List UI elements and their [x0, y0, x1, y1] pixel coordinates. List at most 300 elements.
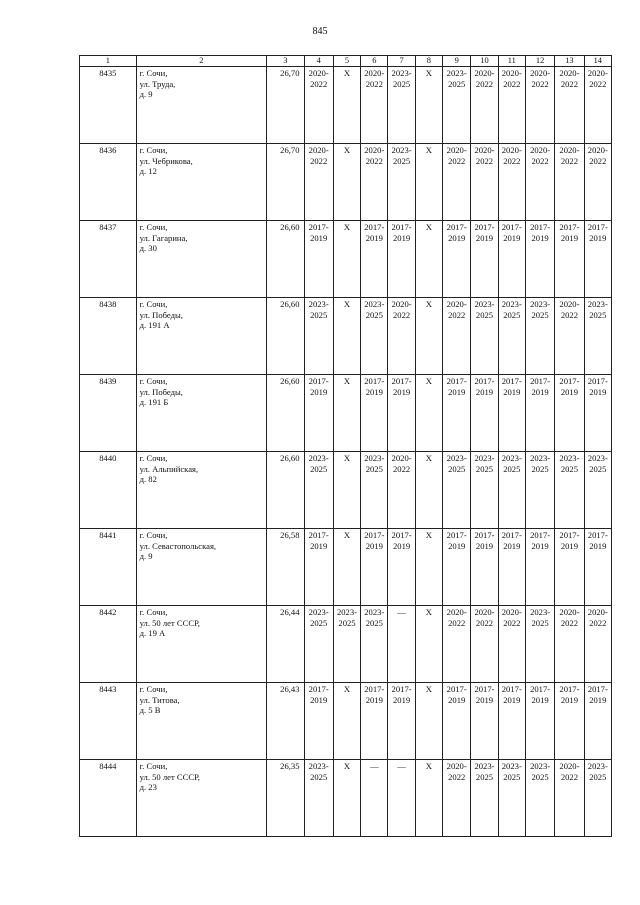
period-text: X — [425, 684, 432, 694]
period-text: 2023- — [559, 453, 580, 463]
period-cell — [361, 529, 388, 606]
period-text: 2019 — [589, 694, 607, 705]
table-row — [80, 67, 612, 144]
period-cell — [471, 683, 498, 760]
period-cell — [555, 375, 584, 452]
period-text: 2017- — [446, 376, 467, 386]
period-cell — [361, 221, 388, 298]
area-cell: 26,60 — [267, 452, 304, 529]
row-number: 8435 — [80, 67, 137, 144]
period-cell — [333, 144, 360, 221]
row-number: 8438 — [80, 298, 137, 375]
period-text: 2025 — [338, 617, 356, 628]
period-text: 2025 — [392, 78, 411, 89]
period-cell — [584, 298, 611, 375]
period-cell — [333, 606, 360, 683]
period-text: 2020- — [446, 145, 467, 155]
address-cell — [136, 375, 266, 452]
period-cell — [471, 452, 498, 529]
period-text: 2017- — [501, 684, 522, 694]
period-text: 2025 — [310, 309, 328, 320]
period-cell — [498, 452, 525, 529]
period-text: 2020- — [559, 299, 580, 309]
period-text: 2017- — [391, 222, 412, 232]
period-text: 2019 — [475, 540, 494, 551]
period-text: 2022 — [589, 78, 607, 89]
period-cell — [471, 760, 498, 837]
address-line: г. Сочи, — [139, 530, 168, 540]
period-text: 2019 — [448, 694, 466, 705]
period-text: 2019 — [531, 540, 549, 551]
period-text: 2025 — [503, 309, 521, 320]
period-cell — [415, 144, 442, 221]
period-text: 2025 — [448, 463, 466, 474]
period-text: 2022 — [560, 771, 579, 782]
period-text: 2019 — [475, 232, 494, 243]
period-text: X — [425, 68, 432, 78]
period-text: 2020- — [446, 299, 467, 309]
period-text: 2020- — [474, 68, 495, 78]
period-text: 2025 — [531, 463, 549, 474]
period-text: 2022 — [503, 78, 521, 89]
column-header: 5 — [333, 56, 360, 67]
period-text: 2019 — [560, 694, 579, 705]
address-cell — [136, 760, 266, 837]
period-cell — [333, 298, 360, 375]
period-text: 2023- — [391, 68, 412, 78]
period-text: 2019 — [448, 386, 466, 397]
column-header: 8 — [415, 56, 442, 67]
table-row — [80, 452, 612, 529]
column-header: 7 — [388, 56, 415, 67]
period-text: 2023- — [446, 68, 467, 78]
period-cell — [415, 221, 442, 298]
period-cell — [388, 683, 415, 760]
area-cell: 26,60 — [267, 298, 304, 375]
period-cell — [304, 144, 333, 221]
period-text: 2025 — [503, 463, 521, 474]
address-line: д. 9 — [139, 551, 153, 562]
period-text: 2022 — [310, 155, 328, 166]
period-cell — [388, 452, 415, 529]
period-cell — [304, 221, 333, 298]
period-text: 2020- — [501, 607, 522, 617]
address-line: г. Сочи, — [139, 376, 168, 386]
period-text: 2017- — [308, 684, 329, 694]
column-header: 2 — [136, 56, 266, 67]
period-text: 2022 — [475, 78, 494, 89]
period-text: 2019 — [503, 386, 521, 397]
period-cell — [525, 221, 554, 298]
period-cell — [304, 298, 333, 375]
period-text: 2017- — [446, 530, 467, 540]
row-number: 8444 — [80, 760, 137, 837]
period-text: 2022 — [448, 617, 466, 628]
table-body — [80, 67, 612, 837]
period-cell — [361, 452, 388, 529]
period-cell — [388, 298, 415, 375]
period-text: 2025 — [310, 771, 328, 782]
period-text: 2017- — [559, 530, 580, 540]
period-text: 2023- — [474, 299, 495, 309]
period-text: X — [343, 222, 351, 232]
period-text: 2025 — [475, 771, 494, 782]
period-text: 2025 — [310, 617, 328, 628]
period-cell — [443, 67, 471, 144]
period-cell — [498, 144, 525, 221]
period-cell — [471, 606, 498, 683]
period-text: 2017- — [474, 222, 495, 232]
period-text: 2017- — [364, 376, 385, 386]
period-text: 2025 — [589, 771, 607, 782]
period-cell — [443, 221, 471, 298]
period-text: 2017- — [364, 530, 385, 540]
period-text: 2022 — [475, 617, 494, 628]
period-text: 2017- — [587, 530, 608, 540]
period-text: 2017- — [559, 222, 580, 232]
period-cell — [415, 452, 442, 529]
period-cell — [555, 683, 584, 760]
table-row — [80, 683, 612, 760]
period-cell — [388, 606, 415, 683]
period-text: 2019 — [560, 386, 579, 397]
address-line: г. Сочи, — [139, 68, 168, 78]
period-text: 2017- — [446, 684, 467, 694]
address-line: г. Сочи, — [139, 684, 168, 694]
period-cell — [471, 375, 498, 452]
period-text: 2020- — [391, 299, 412, 309]
area-cell: 26,44 — [267, 606, 304, 683]
column-header: 10 — [471, 56, 498, 67]
period-text: 2023- — [530, 299, 551, 309]
period-text: 2017- — [474, 530, 495, 540]
period-text: X — [343, 530, 351, 540]
period-text: 2017- — [446, 222, 467, 232]
row-number: 8441 — [80, 529, 137, 606]
period-text: 2017- — [530, 684, 551, 694]
period-cell — [361, 760, 388, 837]
period-cell — [333, 375, 360, 452]
period-text: X — [343, 453, 351, 463]
address-line: г. Сочи, — [139, 222, 168, 232]
period-cell — [304, 452, 333, 529]
period-text: 2017- — [364, 222, 385, 232]
period-text: 2023- — [530, 453, 551, 463]
period-text: 2023- — [364, 299, 385, 309]
column-header: 13 — [555, 56, 584, 67]
period-text: 2019 — [531, 386, 549, 397]
period-text: 2017- — [391, 376, 412, 386]
period-text: 2019 — [475, 694, 494, 705]
period-cell — [443, 375, 471, 452]
address-cell — [136, 529, 266, 606]
period-cell — [498, 375, 525, 452]
address-line: ул. Победы, — [139, 386, 183, 397]
period-text: 2020- — [474, 607, 495, 617]
period-cell — [584, 529, 611, 606]
period-cell — [471, 67, 498, 144]
period-text: 2025 — [531, 771, 549, 782]
period-text: 2023- — [474, 761, 495, 771]
period-cell — [555, 144, 584, 221]
period-cell — [498, 221, 525, 298]
period-text: 2022 — [448, 155, 466, 166]
area-cell: 26,35 — [267, 760, 304, 837]
address-cell — [136, 298, 266, 375]
period-text: 2017- — [474, 684, 495, 694]
period-cell — [471, 529, 498, 606]
period-cell — [333, 760, 360, 837]
period-text: 2019 — [310, 232, 328, 243]
address-cell — [136, 452, 266, 529]
period-text: 2017- — [530, 376, 551, 386]
period-text: — — [397, 761, 406, 771]
period-text: 2017- — [501, 376, 522, 386]
period-text: 2019 — [589, 232, 607, 243]
address-line: д. 5 В — [139, 705, 161, 716]
period-text: 2025 — [531, 617, 549, 628]
period-cell — [555, 529, 584, 606]
period-cell — [443, 606, 471, 683]
address-line: г. Сочи, — [139, 453, 168, 463]
period-cell — [471, 221, 498, 298]
address-line: ул. Гагарина, — [139, 232, 188, 243]
period-text: 2025 — [310, 463, 328, 474]
period-cell — [584, 144, 611, 221]
address-line: д. 191 Б — [139, 397, 169, 408]
period-cell — [584, 221, 611, 298]
period-cell — [304, 606, 333, 683]
period-text: 2019 — [392, 540, 411, 551]
column-header: 4 — [304, 56, 333, 67]
address-line: ул. Труда, — [139, 78, 176, 89]
period-cell — [525, 375, 554, 452]
period-text: 2020- — [559, 761, 580, 771]
period-text: 2023- — [308, 453, 329, 463]
period-text: 2017- — [308, 222, 329, 232]
table-row — [80, 529, 612, 606]
period-text: — — [397, 607, 406, 617]
period-text: 2022 — [503, 155, 521, 166]
period-text: X — [425, 761, 432, 771]
period-text: 2025 — [365, 463, 383, 474]
period-cell — [388, 221, 415, 298]
address-line: д. 191 А — [139, 320, 170, 331]
period-text: X — [425, 607, 432, 617]
period-text: 2022 — [560, 309, 579, 320]
period-text: 2017- — [391, 684, 412, 694]
header-row — [80, 56, 612, 67]
period-text: 2020- — [364, 68, 385, 78]
period-cell — [555, 760, 584, 837]
period-text: 2020- — [446, 761, 467, 771]
period-cell — [415, 375, 442, 452]
period-text: X — [425, 530, 432, 540]
period-text: 2020- — [530, 145, 551, 155]
period-text: 2025 — [475, 463, 494, 474]
address-line: ул. Чебрикова, — [139, 155, 193, 166]
period-cell — [443, 452, 471, 529]
address-line: г. Сочи, — [139, 299, 168, 309]
table-row — [80, 375, 612, 452]
period-cell — [525, 452, 554, 529]
row-number: 8442 — [80, 606, 137, 683]
period-text: 2025 — [475, 309, 494, 320]
column-header: 14 — [584, 56, 611, 67]
table-row — [80, 298, 612, 375]
area-cell: 26,60 — [267, 221, 304, 298]
period-text: 2023- — [501, 299, 522, 309]
period-cell — [443, 298, 471, 375]
period-cell — [333, 221, 360, 298]
period-cell — [361, 606, 388, 683]
period-text: 2023- — [587, 453, 608, 463]
period-text: 2023- — [587, 299, 608, 309]
period-text: X — [343, 684, 351, 694]
period-text: 2023- — [501, 761, 522, 771]
period-text: 2025 — [392, 155, 411, 166]
period-text: 2023- — [364, 607, 385, 617]
column-header: 12 — [525, 56, 554, 67]
period-text: 2019 — [475, 386, 494, 397]
period-text: 2017- — [530, 222, 551, 232]
row-number: 8436 — [80, 144, 137, 221]
address-line: д. 19 А — [139, 628, 166, 639]
address-line: г. Сочи, — [139, 145, 168, 155]
period-cell — [498, 298, 525, 375]
period-cell — [525, 760, 554, 837]
period-text: 2020- — [308, 145, 329, 155]
column-header: 11 — [498, 56, 525, 67]
period-text: 2020- — [587, 607, 608, 617]
period-text: 2025 — [503, 771, 521, 782]
period-cell — [361, 144, 388, 221]
address-line: ул. Севастопольская, — [139, 540, 217, 551]
period-cell — [415, 606, 442, 683]
period-text: 2022 — [475, 155, 494, 166]
period-cell — [498, 67, 525, 144]
period-text: X — [425, 222, 432, 232]
period-text: X — [425, 299, 432, 309]
row-number: 8440 — [80, 452, 137, 529]
period-text: 2023- — [587, 761, 608, 771]
period-text: 2019 — [310, 540, 328, 551]
table-row — [80, 221, 612, 298]
address-line: ул. 50 лет СССР, — [139, 617, 200, 628]
period-cell — [415, 298, 442, 375]
period-cell — [333, 452, 360, 529]
period-text: 2020- — [559, 607, 580, 617]
period-text: 2023- — [336, 607, 358, 617]
period-text: X — [343, 376, 351, 386]
address-line: г. Сочи, — [139, 761, 168, 771]
period-text: 2022 — [365, 155, 383, 166]
period-text: 2019 — [365, 694, 383, 705]
period-text: 2020- — [501, 68, 522, 78]
period-text: 2017- — [364, 684, 385, 694]
period-cell — [415, 67, 442, 144]
period-cell — [584, 67, 611, 144]
period-text: 2023- — [501, 453, 522, 463]
column-header: 9 — [443, 56, 471, 67]
row-number: 8439 — [80, 375, 137, 452]
period-text: 2023- — [364, 453, 385, 463]
table-row — [80, 144, 612, 221]
period-text: X — [343, 761, 351, 771]
period-cell — [388, 529, 415, 606]
period-text: 2020- — [501, 145, 522, 155]
period-text: 2019 — [392, 232, 411, 243]
period-cell — [361, 298, 388, 375]
period-cell — [471, 298, 498, 375]
period-text: 2022 — [503, 617, 521, 628]
period-text: 2017- — [501, 530, 522, 540]
period-text: 2022 — [448, 309, 466, 320]
period-cell — [361, 67, 388, 144]
row-number: 8443 — [80, 683, 137, 760]
area-cell: 26,70 — [267, 144, 304, 221]
period-text: 2019 — [560, 540, 579, 551]
period-cell — [498, 683, 525, 760]
period-text: 2023- — [530, 761, 551, 771]
table-header — [80, 56, 612, 67]
period-text: 2023- — [474, 453, 495, 463]
address-line: д. 12 — [139, 166, 157, 177]
period-text: 2019 — [503, 232, 521, 243]
period-text: 2017- — [559, 376, 580, 386]
address-line: д. 23 — [139, 782, 157, 793]
period-cell — [388, 144, 415, 221]
period-text: 2023- — [530, 607, 551, 617]
period-cell — [555, 606, 584, 683]
period-text: X — [425, 145, 432, 155]
address-line: ул. Титова, — [139, 694, 180, 705]
period-text: 2020- — [530, 68, 551, 78]
period-text: 2020- — [474, 145, 495, 155]
period-text: 2020- — [587, 68, 608, 78]
period-text: 2025 — [365, 309, 383, 320]
period-cell — [443, 760, 471, 837]
period-cell — [555, 221, 584, 298]
address-line: ул. 50 лет СССР, — [139, 771, 200, 782]
period-text: 2019 — [531, 694, 549, 705]
period-text: 2017- — [530, 530, 551, 540]
period-cell — [304, 683, 333, 760]
period-cell — [333, 529, 360, 606]
period-text: 2017- — [391, 530, 412, 540]
period-text: 2019 — [365, 232, 383, 243]
address-cell — [136, 144, 266, 221]
period-text: 2022 — [531, 78, 549, 89]
period-cell — [525, 144, 554, 221]
period-text: 2019 — [448, 232, 466, 243]
period-text: 2020- — [364, 145, 385, 155]
period-text: 2019 — [392, 386, 411, 397]
period-text: 2022 — [392, 309, 411, 320]
period-cell — [304, 529, 333, 606]
period-cell — [304, 67, 333, 144]
period-cell — [498, 606, 525, 683]
period-text: 2023- — [391, 145, 412, 155]
period-text: X — [343, 299, 351, 309]
period-cell — [498, 760, 525, 837]
period-text: 2019 — [589, 540, 607, 551]
period-cell — [525, 683, 554, 760]
period-text: 2022 — [392, 463, 411, 474]
period-text: 2019 — [392, 694, 411, 705]
table-row — [80, 606, 612, 683]
address-line: д. 30 — [139, 243, 157, 254]
